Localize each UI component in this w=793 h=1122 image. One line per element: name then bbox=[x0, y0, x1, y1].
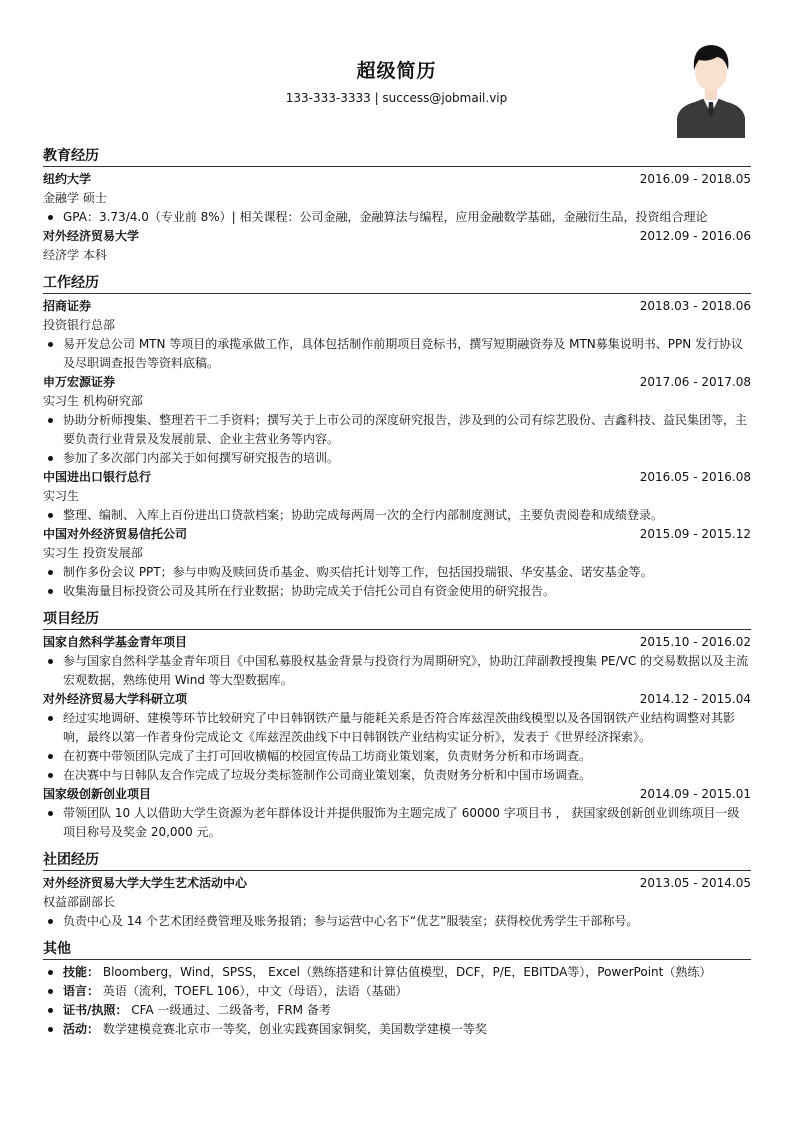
work-entry bbox=[43, 297, 751, 373]
entry-date: 2014.09 - 2015.01 bbox=[639, 787, 751, 801]
bullet-item: 制作多份会议 PPT；参与申购及赎回货币基金、购买信托计划等工作，包括国投瑞银、华安基金、诺安基金等。 bbox=[63, 563, 751, 582]
entry-org: 申万宏源证券 bbox=[43, 375, 116, 389]
other-item bbox=[63, 982, 751, 1001]
bullet-item: 在初赛中带领团队完成了主打可回收横幅的校园宣传品工坊商业策划案，负责财务分析和市场调查。 bbox=[63, 747, 751, 766]
resume-content bbox=[43, 146, 751, 1039]
entry-date: 2016.05 - 2016.08 bbox=[639, 470, 751, 484]
entry-sub: 金融学 硕士 bbox=[43, 191, 107, 205]
entry-date: 2012.09 - 2016.06 bbox=[639, 229, 751, 243]
entry-date: 2015.09 - 2015.12 bbox=[639, 527, 751, 541]
other-value: 英语（流利，TOEFL 106），中文（母语），法语（基础） bbox=[102, 984, 408, 998]
entry-org: 纽约大学 bbox=[43, 172, 92, 186]
avatar-icon bbox=[675, 40, 747, 138]
other-value: CFA 一级通过、二级备考，FRM 备考 bbox=[131, 1003, 331, 1017]
entry-sub: 权益部副部长 bbox=[43, 895, 116, 909]
project-entry bbox=[43, 690, 751, 785]
bullet-item: 参与国家自然科学基金青年项目《中国私募股权基金背景与投资行为周期研究》，协助江萍副教授搜集 PE/VC 的交易数据以及主流宏观数据，熟练使用 Wind 等大型数据库。 bbox=[63, 652, 751, 690]
entry-date: 2014.12 - 2015.04 bbox=[639, 692, 751, 706]
entry-sub: 实习生 机构研究部 bbox=[43, 394, 143, 408]
section-title: 项目经历 bbox=[43, 609, 751, 630]
bullet-item: 参加了多次部门内部关于如何撰写研究报告的培训。 bbox=[63, 449, 751, 468]
entry-org: 对外经济贸易大学科研立项 bbox=[43, 692, 188, 706]
other-value: 数学建模竞赛北京市一等奖，创业实践赛国家铜奖，美国数学建模一等奖 bbox=[102, 1022, 487, 1036]
entry-org: 对外经济贸易大学 bbox=[43, 229, 140, 243]
section-title: 其他 bbox=[43, 939, 751, 960]
entry-sub: 实习生 投资发展部 bbox=[43, 546, 143, 560]
other-key: 技能： bbox=[63, 965, 100, 979]
bullet-item: 易开发总公司 MTN 等项目的承揽承做工作，具体包括制作前期项目竞标书，撰写短期融资券及 MTN募集说明书、PPN 发行协议及尽职调查报告等资料底稿。 bbox=[63, 335, 751, 373]
bullet-item: 带领团队 10 人以借助大学生资源为老年群体设计并提供服饰为主题完成了 60000 字项目书 ， 获国家级创新创业训练项目一级项目称号及奖金 20,000 元。 bbox=[63, 804, 751, 842]
other-item bbox=[63, 1001, 751, 1020]
entry-date: 2017.06 - 2017.08 bbox=[639, 375, 751, 389]
work-section bbox=[43, 273, 751, 601]
other-section bbox=[43, 939, 751, 1039]
other-key: 活动： bbox=[63, 1022, 100, 1036]
entry-org: 中国对外经济贸易信托公司 bbox=[43, 527, 188, 541]
other-key: 证书/执照： bbox=[63, 1003, 128, 1017]
entry-org: 国家自然科学基金青年项目 bbox=[43, 635, 188, 649]
bullet-item: 协助分析师搜集、整理若干二手资料；撰写关于上市公司的深度研究报告，涉及到的公司有综艺股份、吉鑫科技、益民集团等，主要负责行业背景及发展前景、企业主营业务等内容。 bbox=[63, 411, 751, 449]
bullet-item: 负责中心及 14 个艺术团经费管理及账务报销；参与运营中心名下“优艺”服装室；获得校优秀学生干部称号。 bbox=[63, 912, 751, 931]
contact-info: 133-333-3333 | success@jobmail.vip bbox=[285, 91, 508, 105]
bullet-item: 在决赛中与日韩队友合作完成了垃圾分类标签制作公司商业策划案，负责财务分析和中国市场调查。 bbox=[63, 766, 751, 785]
work-entry bbox=[43, 373, 751, 468]
clubs-section bbox=[43, 850, 751, 931]
club-entry bbox=[43, 874, 751, 931]
bullet-item: 收集海量目标投资公司及其所在行业数据；协助完成关于信托公司自有资金使用的研究报告。 bbox=[63, 582, 751, 601]
entry-sub: 经济学 本科 bbox=[43, 248, 107, 262]
entry-sub: 投资银行总部 bbox=[43, 318, 116, 332]
bullet-item: GPA：3.73/4.0（专业前 8%）| 相关课程：公司金融，金融算法与编程，应用金融数学基础，金融衍生品，投资组合理论 bbox=[63, 208, 751, 227]
section-title: 社团经历 bbox=[43, 850, 751, 871]
work-entry bbox=[43, 468, 751, 525]
entry-sub: 实习生 bbox=[43, 489, 80, 503]
projects-section bbox=[43, 609, 751, 842]
section-title: 教育经历 bbox=[43, 146, 751, 167]
entry-org: 对外经济贸易大学大学生艺术活动中心 bbox=[43, 876, 248, 890]
section-title: 工作经历 bbox=[43, 273, 751, 294]
other-item bbox=[63, 1020, 751, 1039]
entry-org: 招商证券 bbox=[43, 299, 92, 313]
education-entry bbox=[43, 227, 751, 265]
entry-org: 国家级创新创业项目 bbox=[43, 787, 152, 801]
work-entry bbox=[43, 525, 751, 601]
entry-date: 2018.03 - 2018.06 bbox=[639, 299, 751, 313]
education-entry bbox=[43, 170, 751, 227]
bullet-item: 整理、编制、入库上百份进出口贷款档案；协助完成每两周一次的全行内部制度测试，主要负责阅卷和成绩登录。 bbox=[63, 506, 751, 525]
bullet-item: 经过实地调研、建模等环节比较研究了中日韩钢铁产量与能耗关系是否符合库兹涅茨曲线模型以及各国钢铁产业结构调整对其影响，最终以第一作者身份完成论文《库兹涅茨曲线下中日韩钢铁产业结构实证分析》，发表于《世界经济探索》。 bbox=[63, 709, 751, 747]
other-item bbox=[63, 963, 751, 982]
other-value: Bloomberg，Wind，SPSS， Excel（熟练搭建和计算估值模型，DCF，P/E，EBITDA等），PowerPoint（熟练） bbox=[102, 965, 712, 979]
other-key: 语言： bbox=[63, 984, 100, 998]
project-entry bbox=[43, 785, 751, 842]
entry-org: 中国进出口银行总行 bbox=[43, 470, 152, 484]
entry-date: 2015.10 - 2016.02 bbox=[639, 635, 751, 649]
entry-date: 2016.09 - 2018.05 bbox=[639, 172, 751, 186]
project-entry bbox=[43, 633, 751, 690]
entry-date: 2013.05 - 2014.05 bbox=[639, 876, 751, 890]
education-section bbox=[43, 146, 751, 265]
candidate-name: 超级简历 bbox=[356, 60, 437, 82]
